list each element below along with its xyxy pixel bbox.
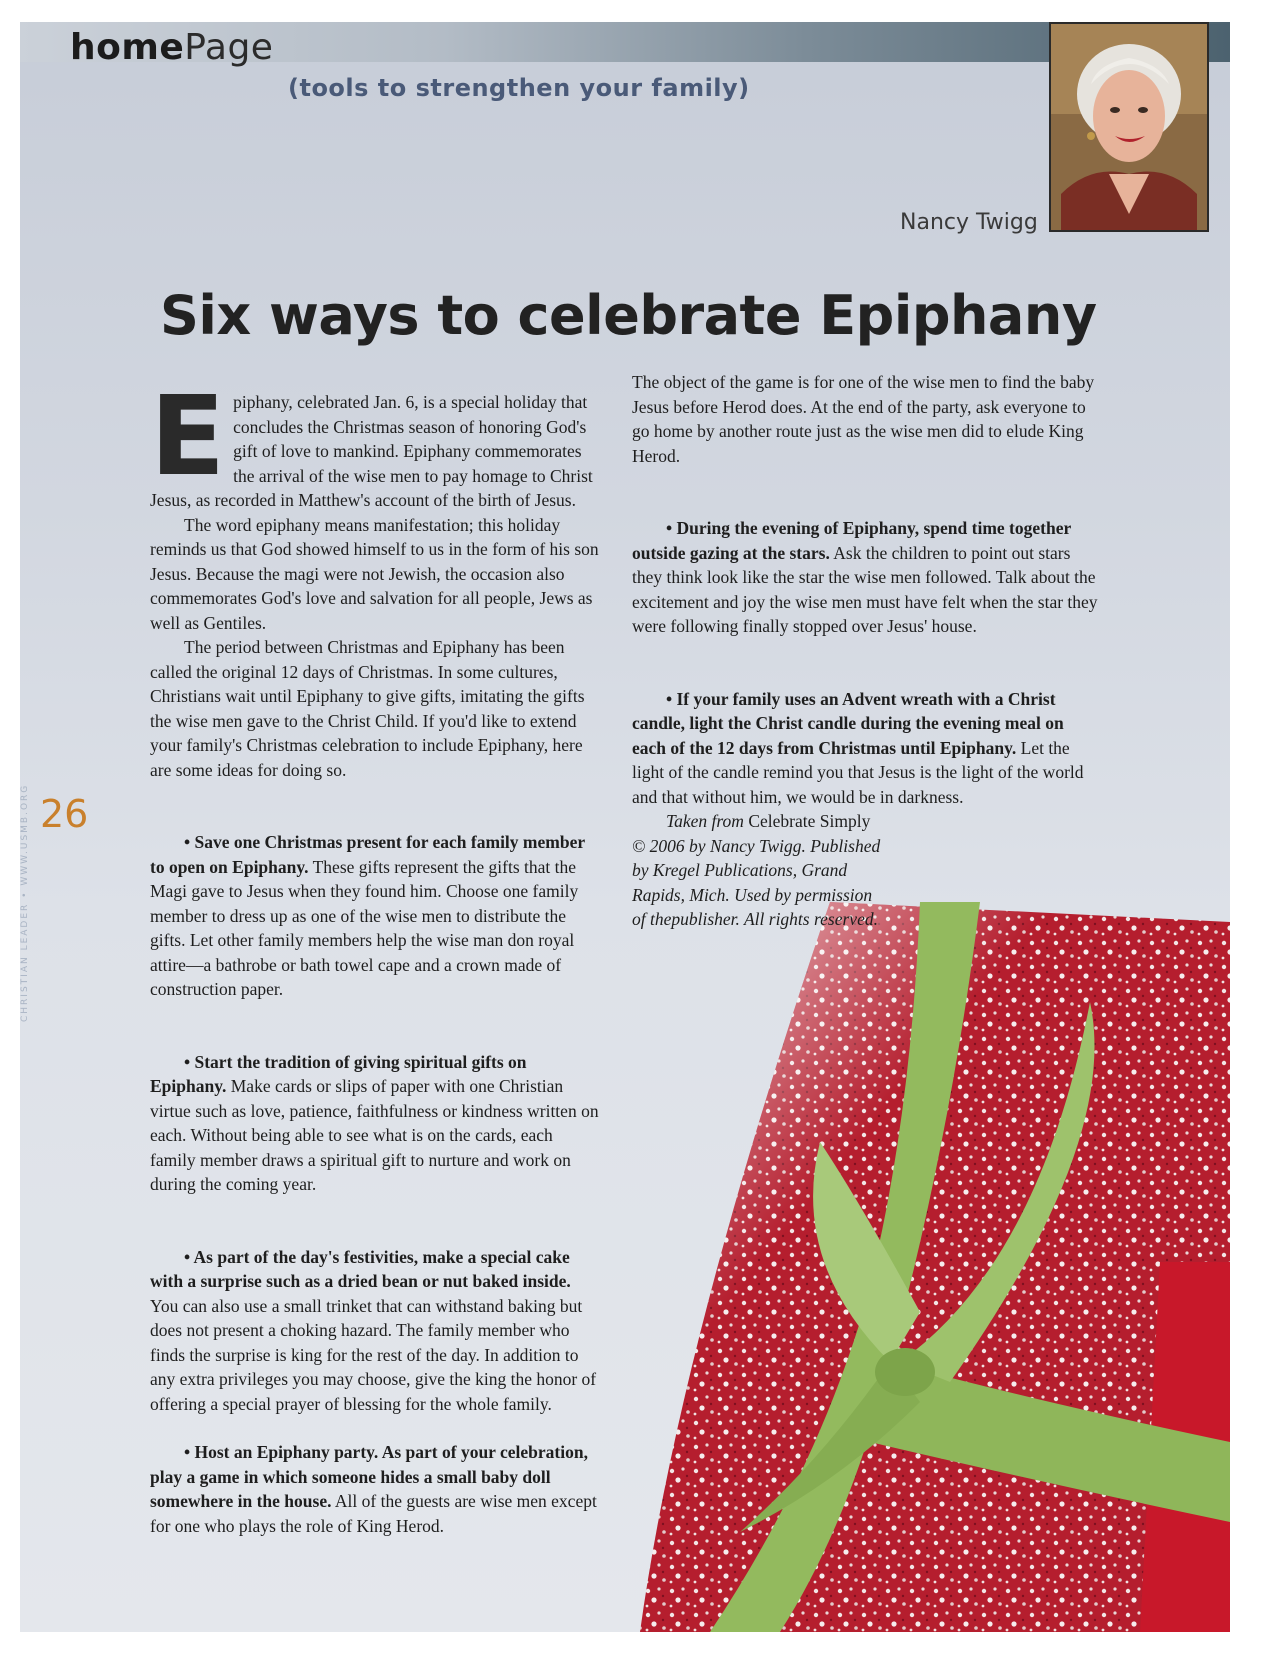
article-column-right <box>632 370 1102 932</box>
tip-6: • If your family uses an Advent wreath with a Christ candle, light the Christ candle during the evening meal on each of the 12 days from Christmas until Epiphany. Let the light of the candle remind you that Jesus is the light of the world and that without him, we would be in darkness. <box>632 688 1084 807</box>
drop-cap: E <box>150 372 226 500</box>
brand-page: Page <box>184 27 274 68</box>
gift-box-image <box>620 842 1230 1632</box>
tip-1: • Save one Christmas present for each family member to open on Epiphany. These gifts represent the gifts that the Magi gave to Jesus when they found him. Choose one family member to dress up as one of the wise men to distribute the gifts. Let other family members help the wise man don royal attire—a bathrobe or bath towel cape and a crown made of construction paper. <box>150 832 585 999</box>
intro-paragraph-1: Epiphany, celebrated Jan. 6, is a special holiday that concludes the Christmas season of honoring God's gift of love to mankind. Epiphany commemorates the arrival of the wise men to pay homage to Christ Jesus, as recorded in Matthew's account of the birth of Jesus. <box>150 372 593 510</box>
author-portrait-image <box>1051 24 1207 230</box>
intro-paragraph-2: The word epiphany means manifestation; this holiday reminds us that God showed himself to us in the form of his son Jesus. Because the magi were not Jewish, the occasion also commemorates God's love and salvation for all people, Jews as well as Gentiles. <box>150 514 599 633</box>
side-publication-text: CHRISTIAN LEADER • WWW.USMB.ORG <box>20 783 30 1022</box>
brand-home: home <box>70 27 185 68</box>
tip-2: • Start the tradition of giving spiritual gifts on Epiphany. Make cards or slips of paper with one Christian virtue such as love, patience, faithfulness or kindness written on each. Without being able to see what is on the cards, each family member draws a spiritual gift to nurture and work on during the coming year. <box>150 1051 599 1194</box>
intro-paragraph-3: The period between Christmas and Epiphany has been called the original 12 days of Christmas. In some cultures, Christians wait until Epiphany to give gifts, imitating the gifts the wise men gave to the Christ Child. If you'd like to extend your family's Christmas celebration to include Epiphany, here are some ideas for doing so. <box>150 637 585 780</box>
article-column-left <box>150 372 602 1538</box>
tip-4-continued: The object of the game is for one of the wise men to find the baby Jesus before Herod does. At the end of the party, ask everyone to go home by another route just as the wise men did to elude King Herod. <box>632 372 1095 466</box>
author-name: Nancy Twigg <box>900 210 1038 235</box>
section-brand <box>70 27 274 68</box>
tip-4: • Host an Epiphany party. As part of your celebration, play a game in which someone hides a small baby doll somewhere in the house. All of the guests are wise men except for one who plays the role of King Herod. <box>150 1442 597 1536</box>
page-number: 26 <box>40 792 89 836</box>
article-title: Six ways to celebrate Epiphany <box>160 284 1097 347</box>
tip-5: • During the evening of Epiphany, spend time together outside gazing at the stars. Ask the children to point out stars they think look like the star the wise men followed. Talk about the excitement and joy the wise men must have felt when the star they were following finally stopped over Jesus' house. <box>632 518 1098 636</box>
author-photo <box>1049 22 1209 232</box>
section-tagline: (tools to strengthen your family) <box>288 74 750 102</box>
magazine-page <box>20 22 1230 1632</box>
tip-3: • As part of the day's festivities, make a special cake with a surprise such as a dried bean or nut baked inside. You can also use a small trinket that can withstand baking but does not present a choking hazard. The family member who finds the surprise is king for the rest of the day. In addition to any extra privileges you may choose, give the king the honor of offering a special prayer of blessing for the whole family. <box>150 1246 597 1414</box>
book-credit: Taken from Celebrate Simply © 2006 by Nancy Twigg. Published by Kregel Publications, Grand Rapids, Mich. Used by permission of thepublisher. All rights reserved. <box>632 811 881 929</box>
